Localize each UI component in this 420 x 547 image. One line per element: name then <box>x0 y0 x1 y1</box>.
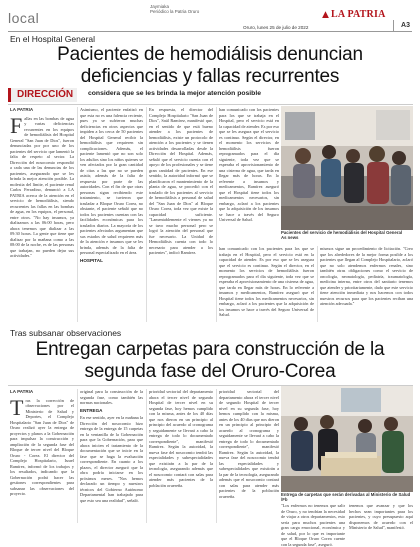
article2-col2b-text: En ese sentido, ayer en la mañana la Dirección del nosocomio hizo entrega de la entrega de 15 carpetas en la ventanilla de la Gobernación para que la Gobernación, para que ahora inicien el tratamiento de la documentación que se inicie en la fase que se haga la evaluación correspondiente. En cuanto a los plazos, el director aseguró que la obra podría iniciarse en los próximos meses. "Nos hemos declarado un tiempo y nuestros técnicos del Gobierno Autónomo Departamental han trabajado para que esto sea una realidad", señaló. <box>80 415 143 503</box>
logo-text: LA PATRIA <box>331 9 386 20</box>
article1-kicker: En el Hospital General <box>10 34 96 44</box>
header-date: Oruro, lunes 25 de julio de 2022 <box>243 25 309 30</box>
column-divider <box>146 107 147 322</box>
article2-photo <box>281 386 413 492</box>
article1-col3-text: En respuesta, el director del Complejo Hospitalario "San Juan de Dios", Saúl Ramírez, manifestó que, en el sentido de que está bueno atender a los pacientes de hemodiálisis, existe un protocolo de atención a los pacientes y se tienen actividades desarrolladas desde la Dirección del Hospital. Además, señaló que el servicio cuenta con el apoyo de los profesionales y se tiene gran cantidad de pacientes. En ese sentido, la autoridad informó que se planificaron el mantenimiento de la planta de agua, se procedió con el traslado de los pacientes al servicio de hemodiálisis a personal de salud del "San Juan de Dios" al Bloque Oruro Corea, toda vez que existe la capacidad suficiente. "Lamentablemente el viernes ya no se tuvo mucho personal pero se logró la atención del personal que fue necesario. La Unidad de Hemodiálisis cuenta con todo lo necesario para atender a los pacientes", indicó Ramírez. <box>149 107 213 255</box>
article2-column-6 <box>349 503 413 530</box>
article2-byline: LA PATRIA <box>10 389 34 394</box>
article1-tag: DIRECCIÓN <box>8 88 77 102</box>
article2-column-2 <box>80 389 143 523</box>
article2-col1-text: ras la corrección de observaciones por el Ministerio de Salud y Deportes, el Complejo Hospitalario "San Juan de Dios" de Oruro realizó ayer la entrega de proyectos y planos a la Gobernación para impulsar la construcción y ampliación de la segunda fase del Bloque de tercer nivel del Bloque Oruro - Corea. El director del Complejo Hospitalario, Israel Ramírez, informó de los trabajos y los resultados, indicando que la Gobernación podrá hacer las gestiones correspondientes para subsanar las observaciones del proyecto. <box>10 397 74 496</box>
column-divider <box>216 107 217 322</box>
article1-column-4 <box>219 246 314 323</box>
article1-column-3 <box>149 107 213 323</box>
header-line-1: Jaymiaka <box>150 4 170 9</box>
column-divider <box>317 246 318 322</box>
article2-column-4 <box>219 389 279 523</box>
article1-column-2 <box>80 107 143 323</box>
page-number: A3 <box>401 22 410 29</box>
page-header <box>0 0 420 32</box>
header-info <box>150 4 199 14</box>
article2-column-3 <box>149 389 213 523</box>
article1-subtitle: considera que se les brinda la mejor atención posible <box>88 90 261 97</box>
column-divider <box>146 389 147 523</box>
article1-rule <box>8 104 413 105</box>
article2-kicker: Tras subsanar observaciones <box>10 328 122 338</box>
article2-dropcap: T <box>10 394 24 420</box>
article2-col5-text: tenemos que avanzar y que los hechos sean importantes para los pacientes, y cuyo presupuesto aquí disponemos de acuerdo con el Ministerio de Salud", manifestó. <box>349 503 413 530</box>
newspaper-logo <box>322 9 386 20</box>
article2-col3b-text: prioridad sectorial del departamento ahora el tercer nivel de segundo Hospital de tercer nivel en su segunda fase, hoy hemos cumplido con la misma, antes de los 40 días que nos dieron en un principio al principio del acuerdo al cronograma y seguidamente se llevará a cabo la entrega de todo lo documentado correspondiente", manifestó Ramírez. Según la autoridad, la nueva fase del nosocomio tendrá las especialidades y subespecialidades que existirán a la par de la tecnología, asegurando además que el nosocomio contará con salas para atender más pacientes de la población oruereña. <box>219 389 279 499</box>
article2-col3-text: prioridad sectorial del departamento ahora el tercer nivel de segundo Hospital de tercer nivel en su segunda fase, hoy hemos cumplido con la misma, antes de los 40 días que nos dieron en un principio al principio del acuerdo al cronograma y seguidamente se llevará a cabo la entrega de todo lo documentado correspondiente", manifestó Ramírez. Según la autoridad, la nueva fase del nosocomio tendrá las especialidades y subespecialidades que existirán a la par de la tecnología, asegurando además que el nosocomio contará con salas para atender más pacientes de la población oruereña. <box>149 389 213 488</box>
article2-col2-subhead: ENTREGA <box>80 407 103 413</box>
article2-caption: Entrega de carpetas que serán derivadas al Ministerio de Salud /Fb <box>281 492 411 502</box>
header-rule <box>8 31 412 32</box>
column-divider <box>216 389 217 523</box>
article1-subtitle-bar <box>8 88 413 103</box>
article1-photo <box>281 106 413 230</box>
article1-column-1 <box>10 107 74 323</box>
article1-headline: Pacientes de hemodiálisis denuncian deficiencias y fallas recurrentes <box>57 44 363 87</box>
article1-col4-text: han comunicado con los pacientes para los que se trabaja en el Hospital, pero el servicio está en la capacidad de atender. Es por eso que se les asegura que el servicio es continuo. Según el director, en el momento los servicios de hemodiálisis fueron reprogramados para el día siguiente, toda vez que se esperaba el aprovisionamiento de una cisterna de agua, que tarda en llegar más de horas. En lo referente a insumos y medicamentos, Ramírez aseguró que el Hospital tiene todos los medicamentos necesarios, sin embargo, aclaró a los pacientes que la adquisición de los insumos se hace a través del Seguro Universal de Salud. <box>219 246 314 317</box>
article2-column-1 <box>10 389 74 523</box>
header-line-2: Periódico la Patria Oruro <box>150 9 200 14</box>
section-label: local <box>8 10 40 26</box>
article2-col4-text: "Los enfermos no tenemos que salir de Oruro, y no tendrían la necesidad de viajar a otros departamentos, esto sería para muchos pacientes una gran carga emocional, económica y de salud, por lo que es importante que el Bloque Oruro Corea cuente con la segunda fase", aseguró. <box>281 503 345 547</box>
article1-col2-text: Asimismo, el paciente enfatizó en que esta no es una falencia reciente, pues ya se sufrieron muchas deficiencias en otros aspectos que impiden a los cerca de 50 pacientes del Hospital General recibir la hemodiálisis que requieren sin complicaciones. Además, el paciente lamentó que no son solo los adultos sino los niños quienes se ven afectados por la gran cantidad de citas a las que no se pueden asistir, además de la falta de respuesta por parte de las autoridades. Con el fin de que otras personas sigan recibiendo este tratamiento, se tuvieron que trasladar a Bloque Oruro Corea, no obstante, el paciente señaló que no todos los pacientes cuentan con las facilidades económicas para los traslados diarios. La mayoría de los pacientes afectados argumentan que sus estados de salud requieren más de la atención e insumos que se les brinda, además de la falta de personal especializado en el área. <box>80 107 143 255</box>
article1-byline: LA PATRIA <box>10 107 34 112</box>
article1-column-3b <box>219 107 279 245</box>
article1-col3b-text: han comunicado con los pacientes para los que se trabaja en el Hospital, pero el servicio está en la capacidad de atender. Es por eso que se les asegura que el servicio es continuo. Según el director, en el momento los servicios de hemodiálisis fueron reprogramados para el día siguiente, toda vez que se esperaba el aprovisionamiento de una cisterna de agua, que tarda en llegar más de horas. En lo referente a insumos y medicamentos, Ramírez aseguró que el Hospital tiene todos los medicamentos necesarios, sin embargo, aclaró a los pacientes que la adquisición de los insumos se hace a través del Seguro Universal de Salud. <box>219 107 280 222</box>
article2-col2-text: original para la construcción de la segunda fase, como también las normas nacionales. <box>80 389 143 405</box>
column-divider <box>77 107 78 322</box>
column-divider <box>77 389 78 523</box>
article1-column-5 <box>320 246 413 323</box>
article1-col5-text: mismos sigue un procedimiento de licitación. "Creo que los alrededores de la mejor forma posible a los pacientes que llegan al Complejo Hospitalario, aclaró que no solo atendemos enfermos renales, sino también otras obligaciones como el servicio de oncología, neonatología, pediatría, traumatología, medicina interna, entre otros del sanitario tenemos que atender y prioritariamente, dado que este servicio tiene atención inmediata y nos hacemos con todos nuestros recursos para que los pacientes reciban una atención adecuada." <box>320 246 413 306</box>
hospital-patients-photo <box>281 106 413 230</box>
article1-col2-subhead: HOSPITAL <box>80 257 103 263</box>
article2-column-5 <box>281 503 345 547</box>
article1-dropcap: F <box>10 112 23 138</box>
article1-col1-text: allas en las bombas de agua y varias deficiencias recurrentes en los equipos de hemodiálisis del Hospital General "San Juan de Dios", fueron denunciadas por por uno de los pacientes del servicio que lamentó la falta de respeto al sector. La Dirección del nosocomio respondió a cada una de las denuncias de los pacientes, asegurando que se les brinda la mejor atención posible. La molestia del límite, el paciente renal Carlos Ferradino, denunció a LA PATRIA acerca de la atención en el servicio de hemodiálisis, siendo recurrentes las fallas en las bombas de agua, en los equipos, el personal, entre otros. "No hay insumos, ya dializamos a las 06:00 horas, pero ahora tenemos que dializar a las 09:30 horas. La gente que tiene que dializar por la mañana como a las 08:00 de la noche, es de las personas que trabajan, no pueden dejar sus actividades." <box>10 115 74 258</box>
logo-icon <box>322 11 329 18</box>
carpetas-delivery-photo <box>281 386 413 492</box>
article2-headline: Entregan carpetas para construcción de la segunda fase del Oruro-Corea <box>35 339 385 382</box>
article1-caption: Pacientes del servicio de hemodiálisis del Hospital General As news <box>281 230 403 240</box>
